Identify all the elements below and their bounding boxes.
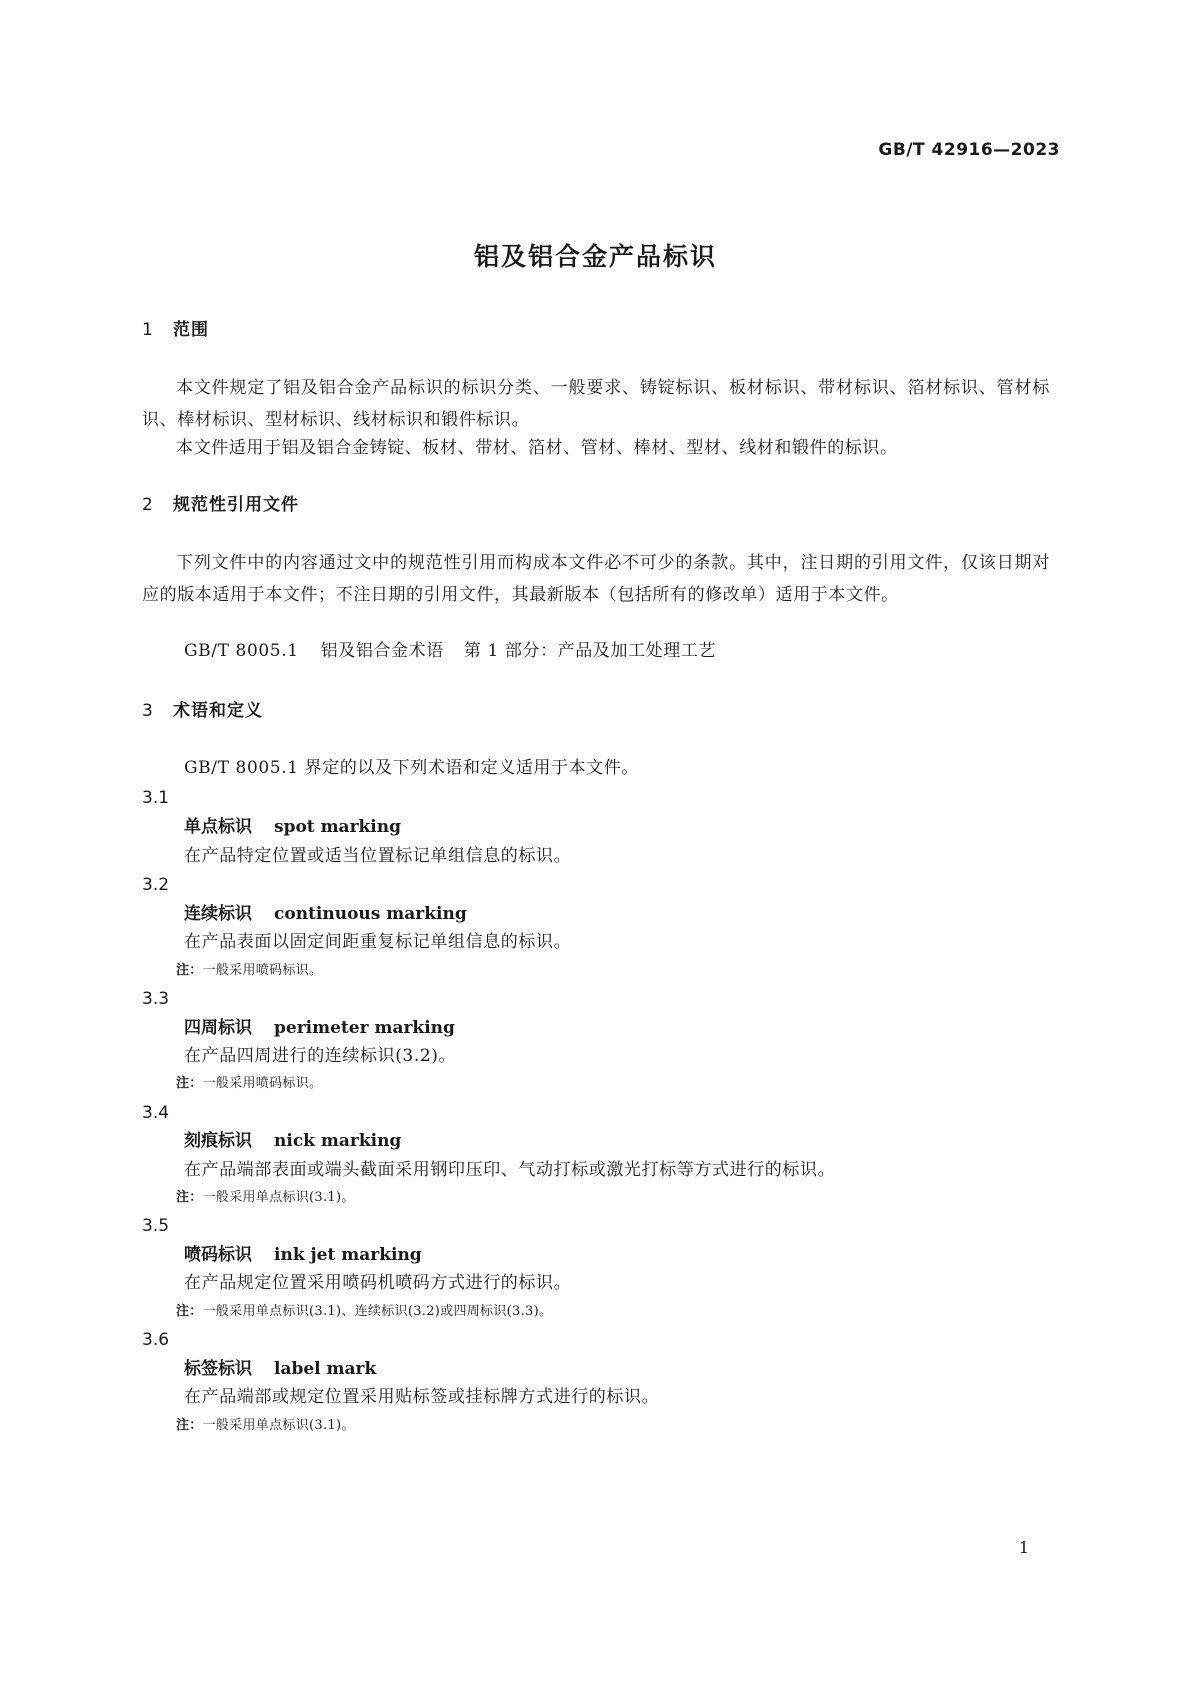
term-number: 3.2 xyxy=(142,875,170,895)
section-title: 范围 xyxy=(173,320,209,340)
document-title: 铝及铝合金产品标识 xyxy=(473,242,717,271)
term-chinese: 喷码标识 xyxy=(184,1245,252,1265)
term-english: nick marking xyxy=(274,1131,402,1151)
term-definition: 在产品规定位置采用喷码机喷码方式进行的标识。 xyxy=(184,1273,572,1293)
normative-reference xyxy=(184,643,716,660)
term-english: continuous marking xyxy=(274,904,467,924)
note-text: 一般采用单点标识(3.1)、连续标识(3.2)或四周标识(3.3)。 xyxy=(202,1304,553,1319)
section-title: 术语和定义 xyxy=(173,701,263,721)
note-text: 一般采用单点标识(3.1)。 xyxy=(202,1418,355,1433)
note-label: 注： xyxy=(176,1418,203,1433)
reference-title: 铝及铝合金术语 xyxy=(320,641,444,661)
section-heading-terms xyxy=(142,703,263,720)
term-definition: 在产品特定位置或适当位置标记单组信息的标识。 xyxy=(184,846,572,866)
term-definition: 在产品端部或规定位置采用贴标签或挂标牌方式进行的标识。 xyxy=(184,1387,660,1407)
term-number: 3.4 xyxy=(142,1103,170,1123)
note-text: 一般采用单点标识(3.1)。 xyxy=(202,1190,355,1205)
term-number: 3.1 xyxy=(142,788,170,808)
term-note xyxy=(176,1305,552,1318)
term-chinese: 四周标识 xyxy=(184,1018,252,1038)
section-number: 3 xyxy=(142,701,154,721)
section-number: 1 xyxy=(142,320,154,340)
term-definition: 在产品表面以固定间距重复标记单组信息的标识。 xyxy=(184,932,572,952)
term-heading xyxy=(184,819,401,836)
term-chinese: 刻痕标识 xyxy=(184,1131,252,1151)
term-heading xyxy=(184,1020,455,1037)
term-heading xyxy=(184,1247,422,1264)
term-number: 3.6 xyxy=(142,1330,170,1350)
term-number: 3.3 xyxy=(142,989,170,1009)
normative-paragraph: 下列文件中的内容通过文中的规范性引用而构成本文件必不可少的条款。其中，注日期的引用文件，仅该日期对应的版本适用于本文件；不注日期的引用文件，其最新版本（包括所有的修改单）适用于本文件。 xyxy=(142,553,1050,605)
term-definition: 在产品端部表面或端头截面采用钢印压印、气动打标或激光打标等方式进行的标识。 xyxy=(184,1160,836,1180)
section-heading-normative xyxy=(142,497,299,514)
section-title: 规范性引用文件 xyxy=(173,495,299,515)
note-text: 一般采用喷码标识。 xyxy=(202,963,323,978)
reference-part: 第 1 部分：产品及加工处理工艺 xyxy=(463,641,717,661)
note-label: 注： xyxy=(176,1076,203,1091)
term-note xyxy=(176,964,322,977)
term-note xyxy=(176,1077,322,1090)
term-heading xyxy=(184,1361,376,1378)
term-definition: 在产品四周进行的连续标识(3.2)。 xyxy=(184,1046,457,1066)
scope-paragraph-1: 本文件规定了铝及铝合金产品标识的标识分类、一般要求、铸锭标识、板材标识、带材标识、箔材标识、管材标识、棒材标识、型材标识、线材标识和锻件标识。 xyxy=(142,378,1050,430)
term-chinese: 单点标识 xyxy=(184,817,252,837)
page-number: 1 xyxy=(1018,1538,1029,1557)
term-heading xyxy=(184,1133,401,1150)
term-note xyxy=(176,1419,355,1432)
note-label: 注： xyxy=(176,1304,203,1319)
terms-intro: GB/T 8005.1 界定的以及下列术语和定义适用于本文件。 xyxy=(184,758,640,778)
term-english: ink jet marking xyxy=(274,1245,422,1265)
term-chinese: 标签标识 xyxy=(184,1359,252,1379)
note-text: 一般采用喷码标识。 xyxy=(202,1076,323,1091)
term-heading xyxy=(184,906,467,923)
scope-paragraph-2: 本文件适用于铝及铝合金铸锭、板材、带材、箔材、管材、棒材、型材、线材和锻件的标识。 xyxy=(176,438,898,458)
term-english: perimeter marking xyxy=(274,1018,455,1038)
term-chinese: 连续标识 xyxy=(184,904,252,924)
term-english: spot marking xyxy=(274,817,402,837)
term-english: label mark xyxy=(274,1359,377,1379)
term-note xyxy=(176,1191,355,1204)
reference-code: GB/T 8005.1 xyxy=(184,641,299,661)
note-label: 注： xyxy=(176,1190,203,1205)
term-number: 3.5 xyxy=(142,1216,170,1236)
section-heading-scope xyxy=(142,322,209,339)
section-number: 2 xyxy=(142,495,154,515)
standard-number: GB/T 42916—2023 xyxy=(878,140,1060,160)
note-label: 注： xyxy=(176,963,203,978)
